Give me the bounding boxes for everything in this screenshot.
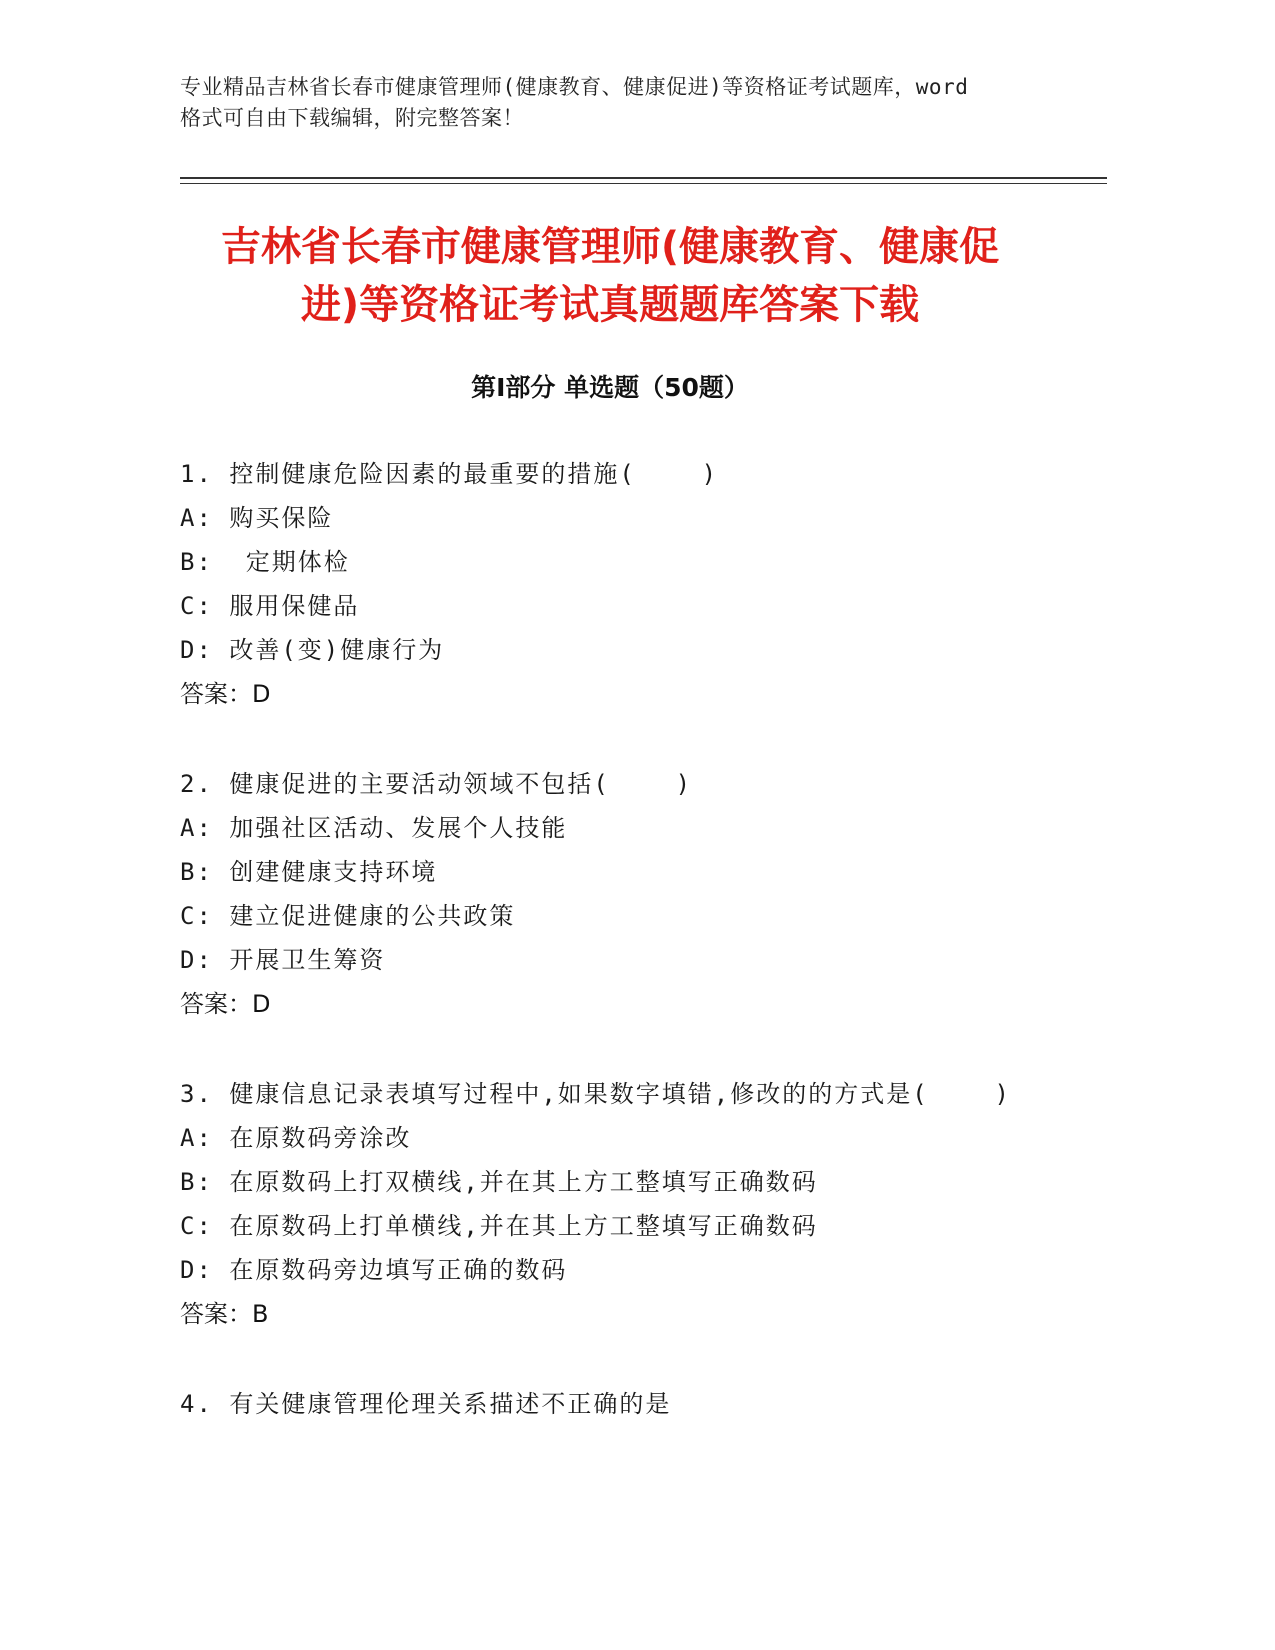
header-note: [180, 72, 1060, 134]
option-c: C: 建立促进健康的公共政策: [180, 902, 516, 930]
header-divider-thick: [180, 177, 1107, 179]
question-3: [180, 1072, 1080, 1336]
option-d: D: 开展卫生筹资: [180, 946, 386, 974]
option-c: C: 在原数码上打单横线,并在其上方工整填写正确数码: [180, 1212, 818, 1240]
answer: 答案：B: [180, 1300, 269, 1328]
document-title-line-2: 进)等资格证考试真题题库答案下载: [300, 282, 920, 328]
question-2: [180, 762, 1080, 1026]
question-stem: 2. 健康促进的主要活动领域不包括( ): [180, 770, 693, 798]
option-b: B: 创建健康支持环境: [180, 858, 438, 886]
question-stem: 4. 有关健康管理伦理关系描述不正确的是: [180, 1390, 672, 1418]
option-b: B: 定期体检: [180, 548, 350, 576]
header-divider-thin: [180, 183, 1107, 184]
question-4: [180, 1382, 1080, 1426]
answer: 答案：D: [180, 990, 271, 1018]
question-1: [180, 452, 1080, 716]
option-a: A: 在原数码旁涂改: [180, 1124, 412, 1152]
question-stem: 3. 健康信息记录表填写过程中,如果数字填错,修改的的方式是( ): [180, 1080, 1011, 1108]
option-b: B: 在原数码上打双横线,并在其上方工整填写正确数码: [180, 1168, 818, 1196]
document-title-line-1: 吉林省长春市健康管理师(健康教育、健康促: [220, 224, 1000, 270]
header-note-line-1: 专业精品吉林省长春市健康管理师(健康教育、健康促进)等资格证考试题库，word: [180, 75, 969, 99]
question-stem: 1. 控制健康危险因素的最重要的措施( ): [180, 460, 719, 488]
option-d: D: 在原数码旁边填写正确的数码: [180, 1256, 568, 1284]
option-c: C: 服用保健品: [180, 592, 360, 620]
header-note-line-2: 格式可自由下载编辑，附完整答案！: [180, 106, 524, 130]
question-list: [180, 452, 1080, 1472]
option-a: A: 购买保险: [180, 504, 334, 532]
answer: 答案：D: [180, 680, 271, 708]
option-a: A: 加强社区活动、发展个人技能: [180, 814, 568, 842]
document-title: [160, 218, 1060, 334]
section-title: 第Ⅰ部分 单选题（50题）: [471, 373, 749, 402]
option-d: D: 改善(变)健康行为: [180, 636, 445, 664]
